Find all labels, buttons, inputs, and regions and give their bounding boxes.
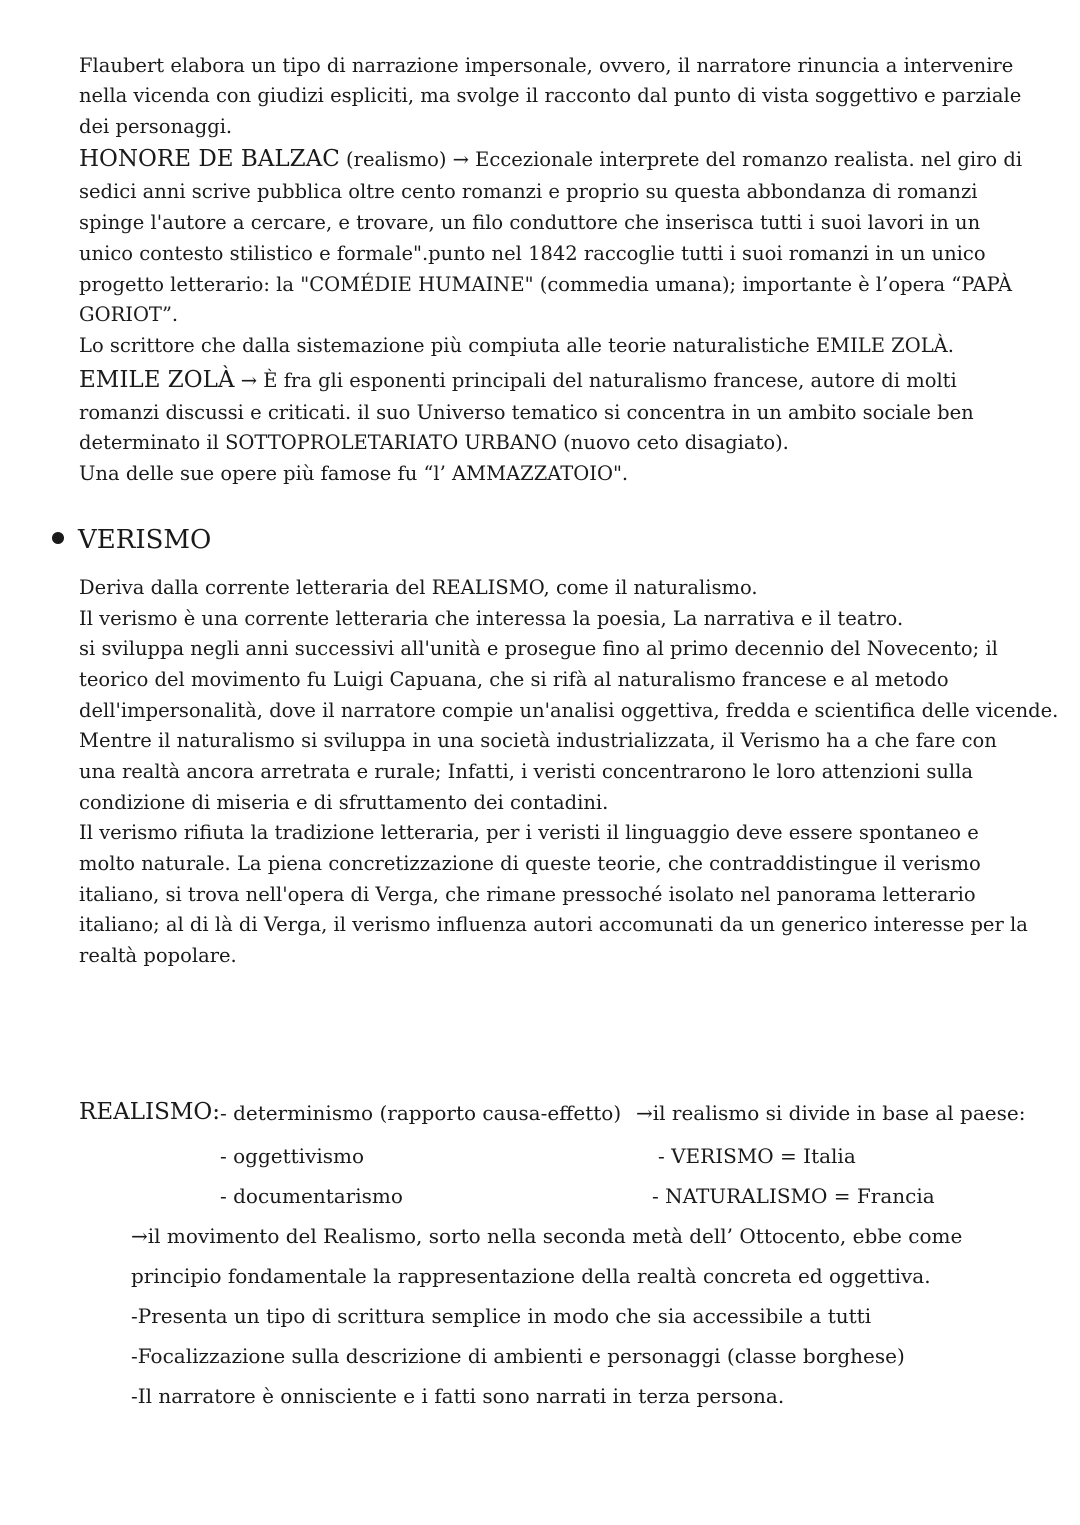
verismo-line-5: dell'impersonalità, dove il narratore compie un'analisi oggettiva, fredda e scientifica delle vicende. (79, 699, 1059, 722)
zola-line-4: Una delle sue opere più famose fu “l’ AMMAZZATOIO". (79, 462, 629, 485)
verismo-line-12: italiano; al di là di Verga, il verismo influenza autori accomunati da un generico interesse per la (79, 913, 1028, 936)
verismo-line-9: Il verismo rifiuta la tradizione letteraria, per i veristi il linguaggio deve essere spontaneo e (79, 821, 979, 844)
flaubert-line-3: dei personaggi. (79, 115, 233, 138)
zola-name: EMILE ZOLÀ (79, 367, 235, 393)
balzac-name: HONORE DE BALZAC (79, 146, 340, 172)
verismo-line-7: una realtà ancora arretrata e rurale; Infatti, i veristi concentrarono le loro attenzioni sulla (79, 760, 974, 783)
verismo-line-13: realtà popolare. (79, 944, 237, 967)
zola-line-3: determinato il SOTTOPROLETARIATO URBANO (nuovo ceto disagiato). (79, 431, 789, 454)
realismo-feature-2: - oggettivismo (220, 1144, 365, 1168)
balzac-line-2: sedici anni scrive pubblica oltre cento romanzi e proprio su questa abbondanza di romanzi (79, 180, 978, 203)
flaubert-line-1: Flaubert elabora un tipo di narrazione impersonale, ovvero, il narratore rinuncia a intervenire (79, 54, 1014, 77)
bullet-icon (52, 532, 64, 544)
balzac-line-6: GORIOT”. (79, 303, 179, 326)
realismo-label: REALISMO: (79, 1099, 220, 1125)
balzac-line-5: progetto letterario: la "COMÉDIE HUMAINE" (commedia umana); importante è l’opera “PAPÀ (79, 273, 1013, 296)
verismo-heading (52, 522, 211, 558)
realismo-note-2: principio fondamentale la rappresentazione della realtà concreta ed oggettiva. (131, 1264, 931, 1288)
realismo-division-title: →il realismo si divide in base al paese: (636, 1101, 1026, 1125)
realismo-note-1: →il movimento del Realismo, sorto nella seconda metà dell’ Ottocento, ebbe come (131, 1224, 963, 1248)
zola-first-line (79, 366, 957, 395)
zola-intro: → È fra gli esponenti principali del naturalismo francese, autore di molti (234, 369, 957, 392)
realismo-note-3: -Presenta un tipo di scrittura semplice in modo che sia accessibile a tutti (131, 1304, 872, 1328)
zola-line-2: romanzi discussi e criticati. il suo Universo tematico si concentra in un ambito sociale ben (79, 401, 974, 424)
division-naturalismo: - NATURALISMO = Francia (652, 1184, 935, 1208)
realismo-note-4: -Focalizzazione sulla descrizione di ambienti e personaggi (classe borghese) (131, 1344, 905, 1368)
balzac-first-line (79, 145, 1022, 174)
verismo-line-11: italiano, si trova nell'opera di Verga, che rimane pressoché isolato nel panorama letterario (79, 883, 976, 906)
verismo-line-6: Mentre il naturalismo si sviluppa in una società industrializzata, il Verismo ha a che fare con (79, 729, 997, 752)
balzac-line-7: Lo scrittore che dalla sistemazione più compiuta alle teorie naturalistiche EMILE ZOLÀ. (79, 334, 954, 357)
balzac-line-4: unico contesto stilistico e formale".punto nel 1842 raccoglie tutti i suoi romanzi in un unico (79, 242, 986, 265)
realismo-note-5: -Il narratore è onnisciente e i fatti sono narrati in terza persona. (131, 1384, 785, 1408)
division-verismo: - VERISMO = Italia (658, 1144, 856, 1168)
verismo-line-2: Il verismo è una corrente letteraria che interessa la poesia, La narrativa e il teatro. (79, 607, 904, 630)
verismo-line-1: Deriva dalla corrente letteraria del REALISMO, come il naturalismo. (79, 576, 758, 599)
verismo-line-8: condizione di miseria e di sfruttamento dei contadini. (79, 791, 609, 814)
realismo-feature-1: - determinismo (rapporto causa-effetto) (220, 1101, 622, 1125)
realismo-feature-3: - documentarismo (220, 1184, 403, 1208)
balzac-intro: (realismo) → Eccezionale interprete del romanzo realista. nel giro di (339, 148, 1023, 171)
flaubert-line-2: nella vicenda con giudizi espliciti, ma svolge il racconto dal punto di vista soggettivo e parziale (79, 84, 1022, 107)
verismo-heading-text: VERISMO (78, 525, 212, 555)
balzac-line-3: spinge l'autore a cercare, e trovare, un filo conduttore che inserisca tutti i suoi lavori in un (79, 211, 981, 234)
verismo-line-3: si sviluppa negli anni successivi all'unità e prosegue fino al primo decennio del Novecento; il (79, 637, 998, 660)
verismo-line-10: molto naturale. La piena concretizzazione di queste teorie, che contraddistingue il verismo (79, 852, 981, 875)
verismo-line-4: teorico del movimento fu Luigi Capuana, che si rifà al naturalismo francese e al metodo (79, 668, 949, 691)
